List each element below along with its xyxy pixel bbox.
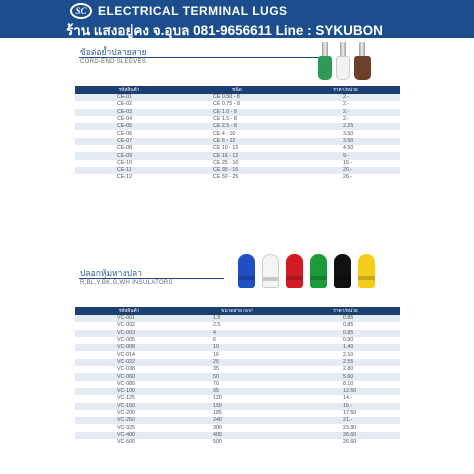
col-header-price: ราคา/หน่วย	[291, 86, 400, 94]
cell-price: 23.80	[291, 424, 400, 431]
cell-spec: CE 50 - 25	[183, 174, 291, 181]
cell-price: 5.60	[291, 373, 400, 380]
cell-spec: 185	[183, 410, 291, 417]
cell-price: 20.-	[291, 167, 400, 174]
cell-code: VC-005	[75, 337, 183, 344]
sc-logo	[70, 3, 92, 19]
cell-code: VC-125	[75, 395, 183, 402]
cell-price: 9.-	[291, 152, 400, 159]
col-header-type: ชนิด	[183, 86, 291, 94]
col-header-price: ราคา/หน่วย	[291, 307, 400, 315]
cell-code: VC-022	[75, 359, 183, 366]
section2-subtitle: R,BL,Y,BK,G,WH INSULATORS	[80, 280, 173, 286]
insulator-green	[310, 254, 327, 288]
cell-price: 15.-	[291, 160, 400, 167]
table-header-row	[75, 86, 400, 94]
col-header-code: รหัสสินค้า	[75, 86, 183, 94]
cell-code: VC-500	[75, 439, 183, 446]
cell-code: CE-08	[75, 145, 183, 152]
table-row	[75, 109, 400, 116]
cell-code: VC-038	[75, 366, 183, 373]
cord-end-sleeves-image	[316, 42, 374, 80]
cell-spec: 95	[183, 388, 291, 395]
cell-spec: CE 1.5 - 8	[183, 116, 291, 123]
table-row	[75, 138, 400, 145]
table-row	[75, 344, 400, 351]
table-row	[75, 94, 400, 101]
table-row	[75, 116, 400, 123]
table-row	[75, 101, 400, 108]
section1-title: ข้อต่อย้ำปลายสาย	[80, 47, 147, 57]
table-row	[75, 315, 400, 322]
table-row	[75, 152, 400, 159]
shop-contact: ร้าน แสงอยู่คง จ.อุบล 081-9656611 Line : SYKUBON	[66, 23, 383, 38]
cell-price: 1.40	[291, 344, 400, 351]
cell-spec: CE 4 - 10	[183, 130, 291, 137]
cell-price: 0.85	[291, 322, 400, 329]
cell-price: 2.10	[291, 351, 400, 358]
cell-spec: CE 6 - 12	[183, 138, 291, 145]
brand-title: ELECTRICAL TERMINAL LUGS	[98, 4, 288, 18]
cell-price: 2.55	[291, 359, 400, 366]
insulators-image	[228, 254, 398, 290]
cell-price: 2.-	[291, 101, 400, 108]
cell-code: CE-06	[75, 130, 183, 137]
cell-price: 2.80	[291, 366, 400, 373]
section2-title: ปลอกหุ้มหางปลา	[80, 268, 142, 278]
table-row	[75, 424, 400, 431]
cell-price: 2.-	[291, 116, 400, 123]
cell-code: CE-11	[75, 167, 183, 174]
cell-price: 26.-	[291, 174, 400, 181]
cell-spec: CE 25 - 16	[183, 160, 291, 167]
table-row	[75, 330, 400, 337]
table-row	[75, 145, 400, 152]
cell-spec: 150	[183, 403, 291, 410]
cell-spec: 6	[183, 337, 291, 344]
table-row	[75, 130, 400, 137]
cell-price: 2.25	[291, 123, 400, 130]
cell-code: VC-200	[75, 410, 183, 417]
cell-spec: CE 35 - 16	[183, 167, 291, 174]
cell-code: CE-04	[75, 116, 183, 123]
insulator-black	[334, 254, 351, 288]
cell-price: 3.50	[291, 130, 400, 137]
insulator-blue	[238, 254, 255, 288]
table-row	[75, 403, 400, 410]
cell-price: 12.60	[291, 388, 400, 395]
cell-spec: 35	[183, 366, 291, 373]
cell-spec: CE 2.5 - 8	[183, 123, 291, 130]
table-row	[75, 439, 400, 446]
cell-code: CE-02	[75, 101, 183, 108]
cell-spec: CE 10 - 12	[183, 145, 291, 152]
insulator-yellow	[358, 254, 375, 288]
cell-spec: CE 0.50 - 8	[183, 94, 291, 101]
cell-spec: 4	[183, 330, 291, 337]
cell-code: VC-014	[75, 351, 183, 358]
table-row	[75, 351, 400, 358]
cell-spec: CE 16 - 12	[183, 152, 291, 159]
cell-code: CE-07	[75, 138, 183, 145]
cell-price: 17.50	[291, 410, 400, 417]
cell-code: CE-10	[75, 160, 183, 167]
cell-code: VC-080	[75, 381, 183, 388]
cell-code: CE-12	[75, 174, 183, 181]
cell-code: VC-250	[75, 417, 183, 424]
header-banner	[0, 0, 474, 38]
cell-code: VC-001	[75, 315, 183, 322]
cell-price: 2.-	[291, 94, 400, 101]
cell-price: 2.-	[291, 109, 400, 116]
cell-code: VC-400	[75, 432, 183, 439]
cell-spec: CE 0.75 - 8	[183, 101, 291, 108]
cell-code: VC-008	[75, 344, 183, 351]
table-row	[75, 432, 400, 439]
cell-code: CE-01	[75, 94, 183, 101]
cell-price: 26.60	[291, 439, 400, 446]
table-row	[75, 410, 400, 417]
cell-spec: 500	[183, 439, 291, 446]
cord-end-sleeves-table	[75, 86, 400, 182]
cell-spec: 16	[183, 351, 291, 358]
cell-spec: 10	[183, 344, 291, 351]
cell-code: VC-150	[75, 403, 183, 410]
cell-spec: 300	[183, 424, 291, 431]
table-row	[75, 381, 400, 388]
table-row	[75, 167, 400, 174]
cell-spec: CE 1.0 - 8	[183, 109, 291, 116]
table-row	[75, 395, 400, 402]
cell-code: VC-003	[75, 330, 183, 337]
table-row	[75, 160, 400, 167]
section1-divider	[79, 57, 319, 58]
cell-spec: 1.5	[183, 315, 291, 322]
table-row	[75, 373, 400, 380]
cell-spec: 240	[183, 417, 291, 424]
cell-code: CE-03	[75, 109, 183, 116]
cell-code: CE-09	[75, 152, 183, 159]
insulator-red	[286, 254, 303, 288]
table-header-row	[75, 307, 400, 315]
cell-price: 14.-	[291, 395, 400, 402]
cell-code: VC-002	[75, 322, 183, 329]
cell-price: 26.60	[291, 432, 400, 439]
cell-spec: 70	[183, 381, 291, 388]
cell-code: VC-325	[75, 424, 183, 431]
col-header-code: รหัสสินค้า	[75, 307, 183, 315]
cell-price: 0.90	[291, 337, 400, 344]
cell-spec: 2.5	[183, 322, 291, 329]
logo-text: SC	[75, 6, 87, 16]
table-row	[75, 322, 400, 329]
cell-price: 3.50	[291, 138, 400, 145]
cell-price: 0.85	[291, 330, 400, 337]
cell-spec: 400	[183, 432, 291, 439]
cell-code: VC-100	[75, 388, 183, 395]
table-row	[75, 388, 400, 395]
table-row	[75, 337, 400, 344]
cell-price: 0.85	[291, 315, 400, 322]
cell-spec: 120	[183, 395, 291, 402]
cell-code: VC-060	[75, 373, 183, 380]
table-row	[75, 366, 400, 373]
cell-spec: 50	[183, 373, 291, 380]
table-row	[75, 359, 400, 366]
insulator-white	[262, 254, 279, 288]
cell-code: CE-05	[75, 123, 183, 130]
cell-price: 21.-	[291, 417, 400, 424]
cell-price: 8.10	[291, 381, 400, 388]
cell-price: 4.50	[291, 145, 400, 152]
table-row	[75, 174, 400, 181]
insulators-table	[75, 307, 400, 446]
section2-divider	[79, 278, 224, 279]
cell-price: 16.-	[291, 403, 400, 410]
col-header-size: ขนาดสาย mm²	[183, 307, 291, 315]
table-row	[75, 417, 400, 424]
section1-subtitle: CORD-END SLEEVES	[80, 59, 147, 65]
cell-spec: 25	[183, 359, 291, 366]
table-row	[75, 123, 400, 130]
